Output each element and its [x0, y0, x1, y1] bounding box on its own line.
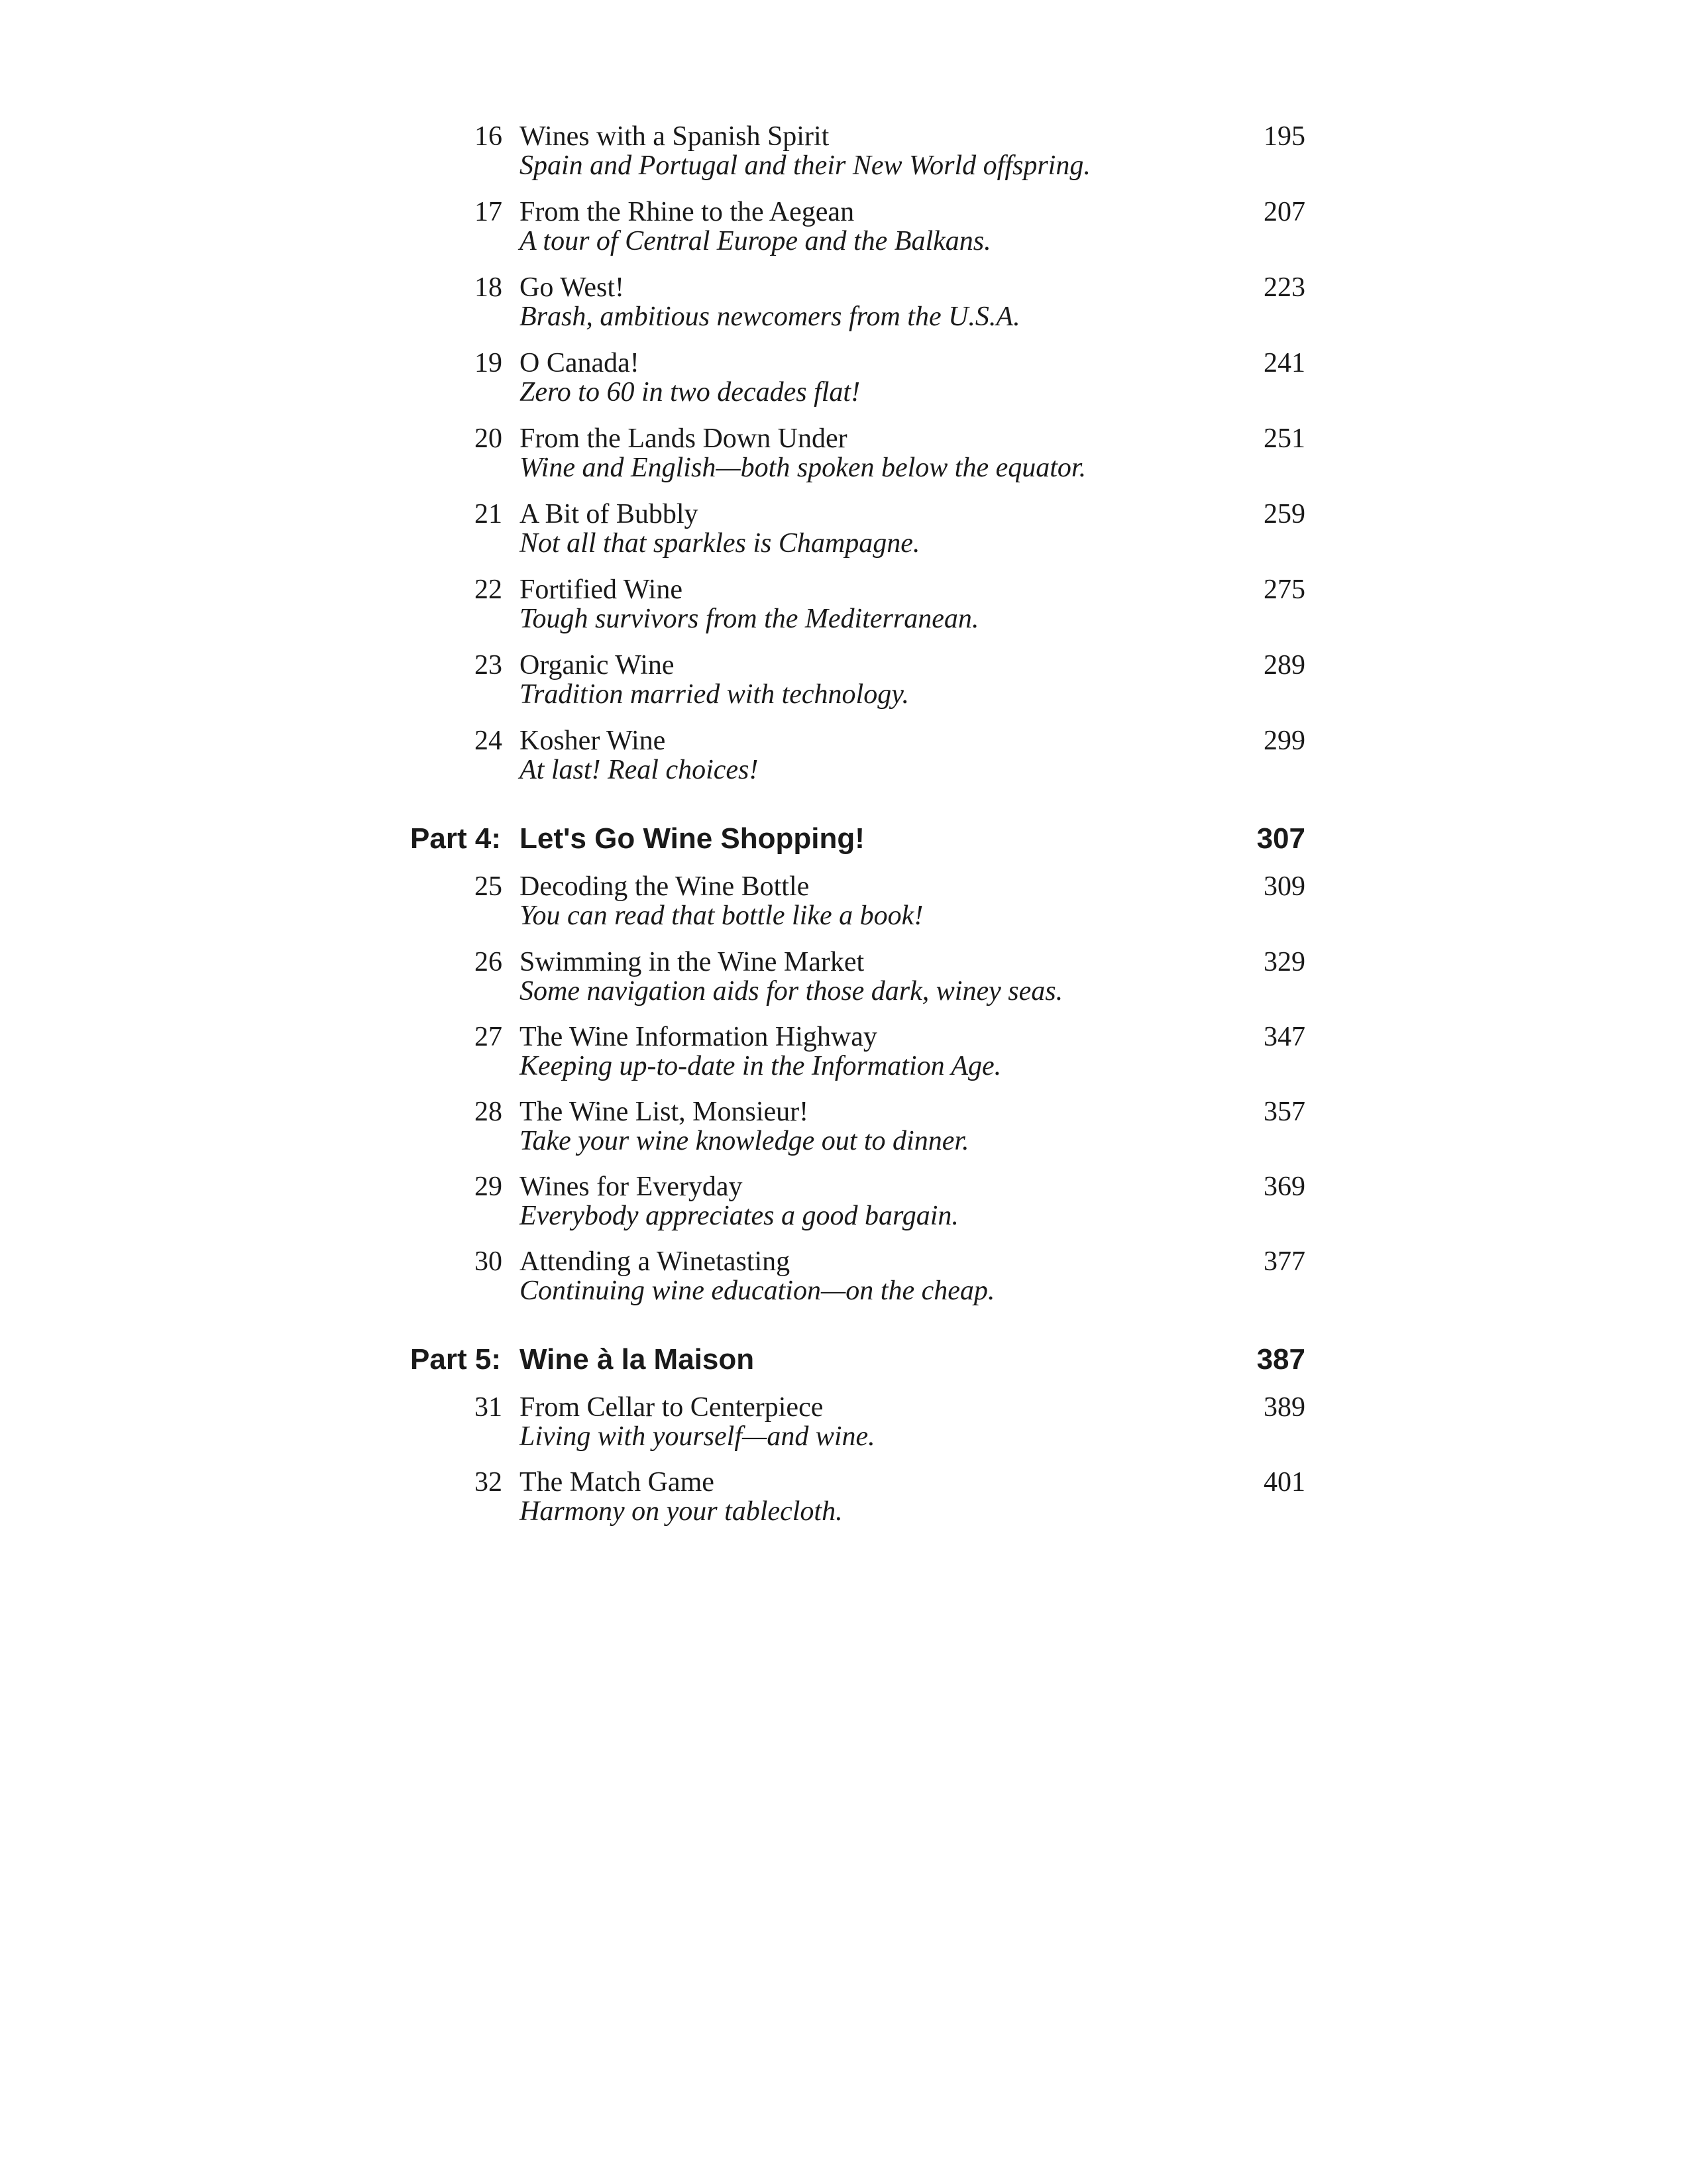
toc-entry-chapter-23[interactable]: [0, 649, 1687, 722]
toc-entry-chapter-17[interactable]: [0, 196, 1687, 269]
chapter-subtitle: Living with yourself—and wine.: [519, 1421, 875, 1452]
part-label: Part 5:: [410, 1343, 501, 1376]
chapter-page-number: 251: [1264, 423, 1305, 454]
chapter-number: 26: [474, 947, 502, 977]
chapter-subtitle: At last! Real choices!: [519, 755, 759, 785]
chapter-page-number: 275: [1264, 574, 1305, 605]
chapter-page-number: 369: [1264, 1172, 1305, 1202]
chapter-page-number: 357: [1264, 1097, 1305, 1127]
chapter-number: 23: [474, 650, 502, 681]
chapter-title: Fortified Wine: [519, 574, 682, 605]
toc-entry-chapter-19[interactable]: [0, 347, 1687, 420]
chapter-subtitle: Take your wine knowledge out to dinner.: [519, 1126, 969, 1156]
chapter-page-number: 195: [1264, 121, 1305, 152]
chapter-subtitle: Keeping up-to-date in the Information Age.: [519, 1051, 1002, 1081]
chapter-number: 20: [474, 423, 502, 454]
toc-entry-chapter-24[interactable]: [0, 725, 1687, 798]
chapter-title: Kosher Wine: [519, 726, 666, 756]
chapter-title: Wines with a Spanish Spirit: [519, 121, 830, 152]
toc-entry-chapter-28[interactable]: [0, 1096, 1687, 1169]
chapter-title: O Canada!: [519, 348, 639, 378]
chapter-subtitle: You can read that bottle like a book!: [519, 901, 924, 931]
chapter-page-number: 241: [1264, 348, 1305, 378]
chapter-number: 22: [474, 574, 502, 605]
toc-entry-chapter-29[interactable]: [0, 1171, 1687, 1244]
toc-entry-chapter-32[interactable]: [0, 1466, 1687, 1539]
toc-entry-chapter-20[interactable]: [0, 423, 1687, 496]
chapter-number: 25: [474, 871, 502, 902]
toc-entry-chapter-31[interactable]: [0, 1392, 1687, 1464]
chapter-page-number: 223: [1264, 272, 1305, 303]
part-title: Wine à la Maison: [519, 1343, 755, 1376]
chapter-page-number: 289: [1264, 650, 1305, 681]
toc-entry-chapter-30[interactable]: [0, 1246, 1687, 1319]
chapter-subtitle: Tough survivors from the Mediterranean.: [519, 604, 979, 634]
chapter-subtitle: Not all that sparkles is Champagne.: [519, 528, 920, 559]
chapter-title: Swimming in the Wine Market: [519, 947, 865, 977]
chapter-number: 31: [474, 1392, 502, 1423]
chapter-subtitle: Brash, ambitious newcomers from the U.S.A.: [519, 301, 1020, 332]
chapter-subtitle: Spain and Portugal and their New World offspring.: [519, 150, 1091, 181]
chapter-number: 32: [474, 1467, 502, 1498]
toc-entry-chapter-25[interactable]: [0, 871, 1687, 944]
chapter-page-number: 259: [1264, 499, 1305, 529]
chapter-number: 17: [474, 197, 502, 227]
chapter-title: A Bit of Bubbly: [519, 499, 698, 529]
part-page-number: 307: [1256, 822, 1305, 855]
chapter-title: Attending a Winetasting: [519, 1246, 790, 1277]
part-page-number: 387: [1256, 1343, 1305, 1376]
chapter-subtitle: A tour of Central Europe and the Balkans.: [519, 226, 991, 256]
chapter-title: The Wine Information Highway: [519, 1022, 877, 1052]
chapter-subtitle: Continuing wine education—on the cheap.: [519, 1276, 995, 1306]
chapter-subtitle: Everybody appreciates a good bargain.: [519, 1201, 959, 1231]
chapter-title: Decoding the Wine Bottle: [519, 871, 810, 902]
chapter-title: Wines for Everyday: [519, 1172, 743, 1202]
toc-entry-chapter-18[interactable]: [0, 272, 1687, 345]
chapter-page-number: 347: [1264, 1022, 1305, 1052]
toc-entry-chapter-22[interactable]: [0, 574, 1687, 647]
chapter-number: 16: [474, 121, 502, 152]
toc-entry-chapter-16[interactable]: [0, 121, 1687, 193]
chapter-title: Organic Wine: [519, 650, 675, 681]
chapter-page-number: 377: [1264, 1246, 1305, 1277]
chapter-subtitle: Tradition married with technology.: [519, 679, 910, 710]
chapter-page-number: 401: [1264, 1467, 1305, 1498]
chapter-title: The Wine List, Monsieur!: [519, 1097, 809, 1127]
chapter-subtitle: Harmony on your tablecloth.: [519, 1496, 843, 1527]
chapter-number: 18: [474, 272, 502, 303]
chapter-subtitle: Some navigation aids for those dark, winey seas.: [519, 976, 1063, 1007]
part-title: Let's Go Wine Shopping!: [519, 822, 865, 855]
toc-part-5-heading[interactable]: [0, 1342, 1687, 1382]
chapter-title: From the Lands Down Under: [519, 423, 847, 454]
chapter-number: 28: [474, 1097, 502, 1127]
toc-entry-chapter-27[interactable]: [0, 1021, 1687, 1094]
chapter-page-number: 309: [1264, 871, 1305, 902]
chapter-page-number: 207: [1264, 197, 1305, 227]
chapter-title: The Match Game: [519, 1467, 714, 1498]
toc-part-4-heading[interactable]: [0, 822, 1687, 861]
chapter-number: 24: [474, 726, 502, 756]
toc-entry-chapter-21[interactable]: [0, 498, 1687, 571]
toc-entry-chapter-26[interactable]: [0, 946, 1687, 1019]
chapter-subtitle: Wine and English—both spoken below the equator.: [519, 453, 1087, 483]
chapter-title: From the Rhine to the Aegean: [519, 197, 855, 227]
chapter-number: 29: [474, 1172, 502, 1202]
chapter-title: Go West!: [519, 272, 624, 303]
chapter-number: 21: [474, 499, 502, 529]
part-label: Part 4:: [410, 822, 501, 855]
chapter-title: From Cellar to Centerpiece: [519, 1392, 824, 1423]
chapter-page-number: 299: [1264, 726, 1305, 756]
chapter-subtitle: Zero to 60 in two decades flat!: [519, 377, 861, 408]
chapter-page-number: 389: [1264, 1392, 1305, 1423]
chapter-number: 27: [474, 1022, 502, 1052]
chapter-page-number: 329: [1264, 947, 1305, 977]
chapter-number: 19: [474, 348, 502, 378]
chapter-number: 30: [474, 1246, 502, 1277]
